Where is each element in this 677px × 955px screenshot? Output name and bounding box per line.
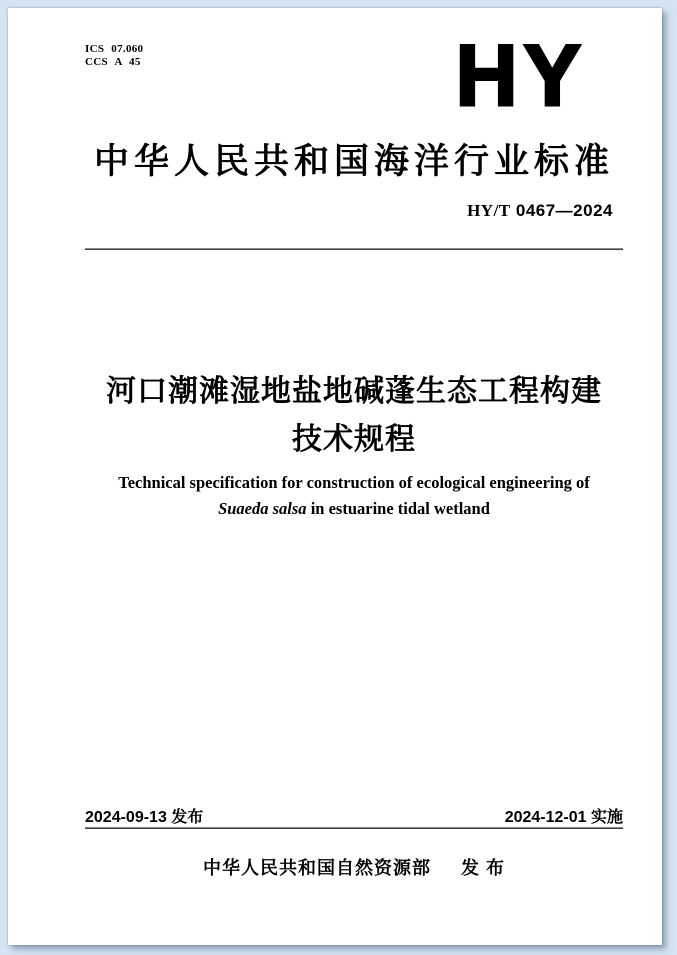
standard-number xyxy=(467,201,613,221)
document-title-en-line2 xyxy=(85,496,623,522)
standard-series-title: 中华人民共和国海洋行业标准 xyxy=(93,142,614,181)
document-title-cn-line2: 技术规程 xyxy=(292,423,416,456)
publisher-name: 中华人民共和国自然资源部 xyxy=(202,858,431,878)
document-title-en-line2-rest: in estuarine tidal wetland xyxy=(306,499,490,518)
latin-species-name: Suaeda salsa xyxy=(218,499,307,518)
implementation-date: 2024-12-01 实施 xyxy=(504,809,623,826)
document-title-en xyxy=(85,470,623,522)
issue-date: 2024-09-13 发布 xyxy=(85,809,204,826)
document-title-cn-line1: 河口潮滩湿地盐地碱蓬生态工程构建 xyxy=(106,375,602,408)
page-content xyxy=(85,8,623,945)
standard-number-value: 0467—2024 xyxy=(515,201,613,220)
document-title-cn xyxy=(85,368,623,464)
publisher-line xyxy=(85,856,623,880)
ccs-code: CCS A 45 xyxy=(85,56,141,68)
document-page xyxy=(8,8,662,945)
issue-label: 发 布 xyxy=(460,858,505,878)
document-title-en-line1: Technical specification for construction of ecological engineering of xyxy=(118,473,590,492)
header-divider-rule xyxy=(85,248,623,250)
hy-standard-logo: HY xyxy=(455,28,587,124)
ics-code: ICS 07.060 xyxy=(85,43,144,55)
dates-row xyxy=(85,808,623,828)
classification-codes xyxy=(85,43,143,69)
footer-divider-rule xyxy=(85,827,623,829)
standard-number-prefix: HY/T xyxy=(467,201,511,220)
